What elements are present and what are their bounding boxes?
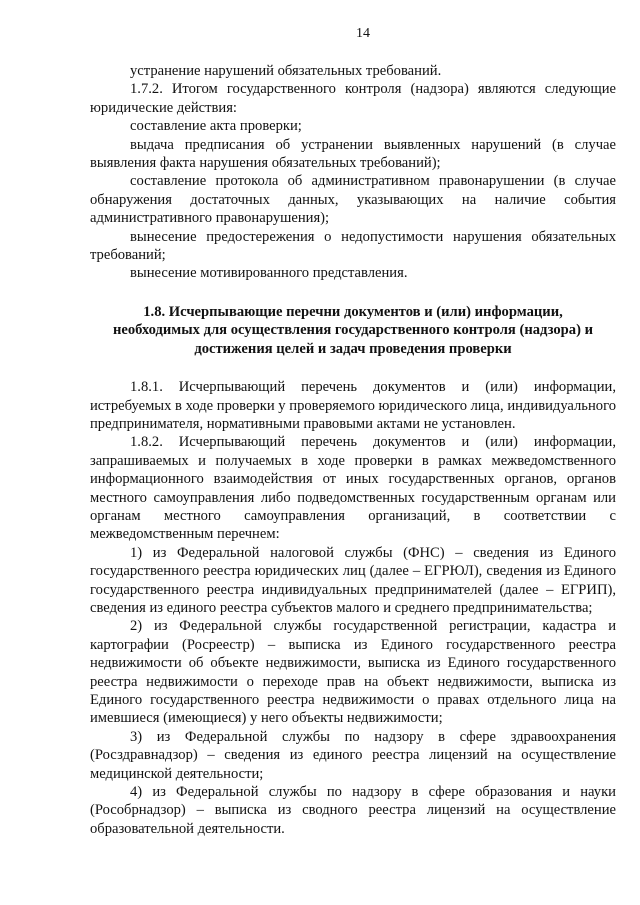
list-item-order: выдача предписания об устранении выявленных нарушений (в случае выявления факта нарушения обязательных требований);	[90, 136, 616, 172]
list-item-protocol: составление протокола об административном правонарушении (в случае обнаружения достаточных данных, указывающих на наличие события административного правонарушения);	[90, 173, 616, 227]
list-item-rosreestr: 2) из Федеральной службы государственной регистрации, кадастра и картографии (Росреестр) – выписка из Единого государственного реестра недвижимости об объекте недвижимости, выписка из Единого государственного реестра недвижимости о переходе прав на объект недвижимости, выписка из Единого государственного реестра недвижимости о правах отдельного лица на имевшиеся (имеющиеся) у него объекты недвижимости;	[90, 618, 616, 727]
list-item-rosobrnadzor: 4) из Федеральной службы по надзору в сфере образования и науки (Рособрнадзор) – выписка из сводного реестра лицензий на осуществление образовательной деятельности.	[90, 784, 616, 837]
paragraph-1-8-1: 1.8.1. Исчерпывающий перечень документов и (или) информации, истребуемых в ходе проверки у проверяемого юридического лица, индивидуального предпринимателя, нормативными правовыми актами не установлен.	[90, 379, 616, 432]
list-item-roszdravnadzor: 3) из Федеральной службы по надзору в сфере здравоохранения (Росздравнадзор) – сведения из единого реестра лицензий на осуществление медицинской деятельности;	[90, 728, 616, 782]
list-item-representation: вынесение мотивированного представления.	[130, 265, 408, 282]
paragraph-1-7-2: 1.7.2. Итогом государственного контроля (надзора) являются следующие юридические действия:	[90, 81, 616, 116]
list-item-fns: 1) из Федеральной налоговой службы (ФНС) – сведения из Единого государственного реестра юридических лиц (далее – ЕГРЮЛ), сведения из Единого государственного реестра индивидуальных предпринимателей (далее – ЕГРИП), сведения из единого реестра субъектов малого и среднего предпринимательства;	[90, 544, 616, 616]
paragraph-removal: устранение нарушений обязательных требований.	[130, 63, 442, 79]
section-heading-1-8: 1.8. Исчерпывающие перечни документов и (или) информации, необходимых для осуществления государственного контроля (надзора) и достижения целей и задач проведения проверки	[112, 303, 594, 357]
list-item-warning: вынесение предостережения о недопустимости нарушения обязательных требований;	[90, 228, 616, 264]
paragraph-1-8-2: 1.8.2. Исчерпывающий перечень документов и (или) информации, запрашиваемых и получаемых в ходе проверки в рамках межведомственного информационного взаимодействия от иных государственных органов, органов местного самоуправления либо подведомственных государственным органам или органам местного самоуправления организаций, в соответствии с межведомственным перечнем:	[90, 434, 616, 543]
page-number: 14	[356, 26, 370, 41]
list-item-act: составление акта проверки;	[130, 118, 302, 135]
